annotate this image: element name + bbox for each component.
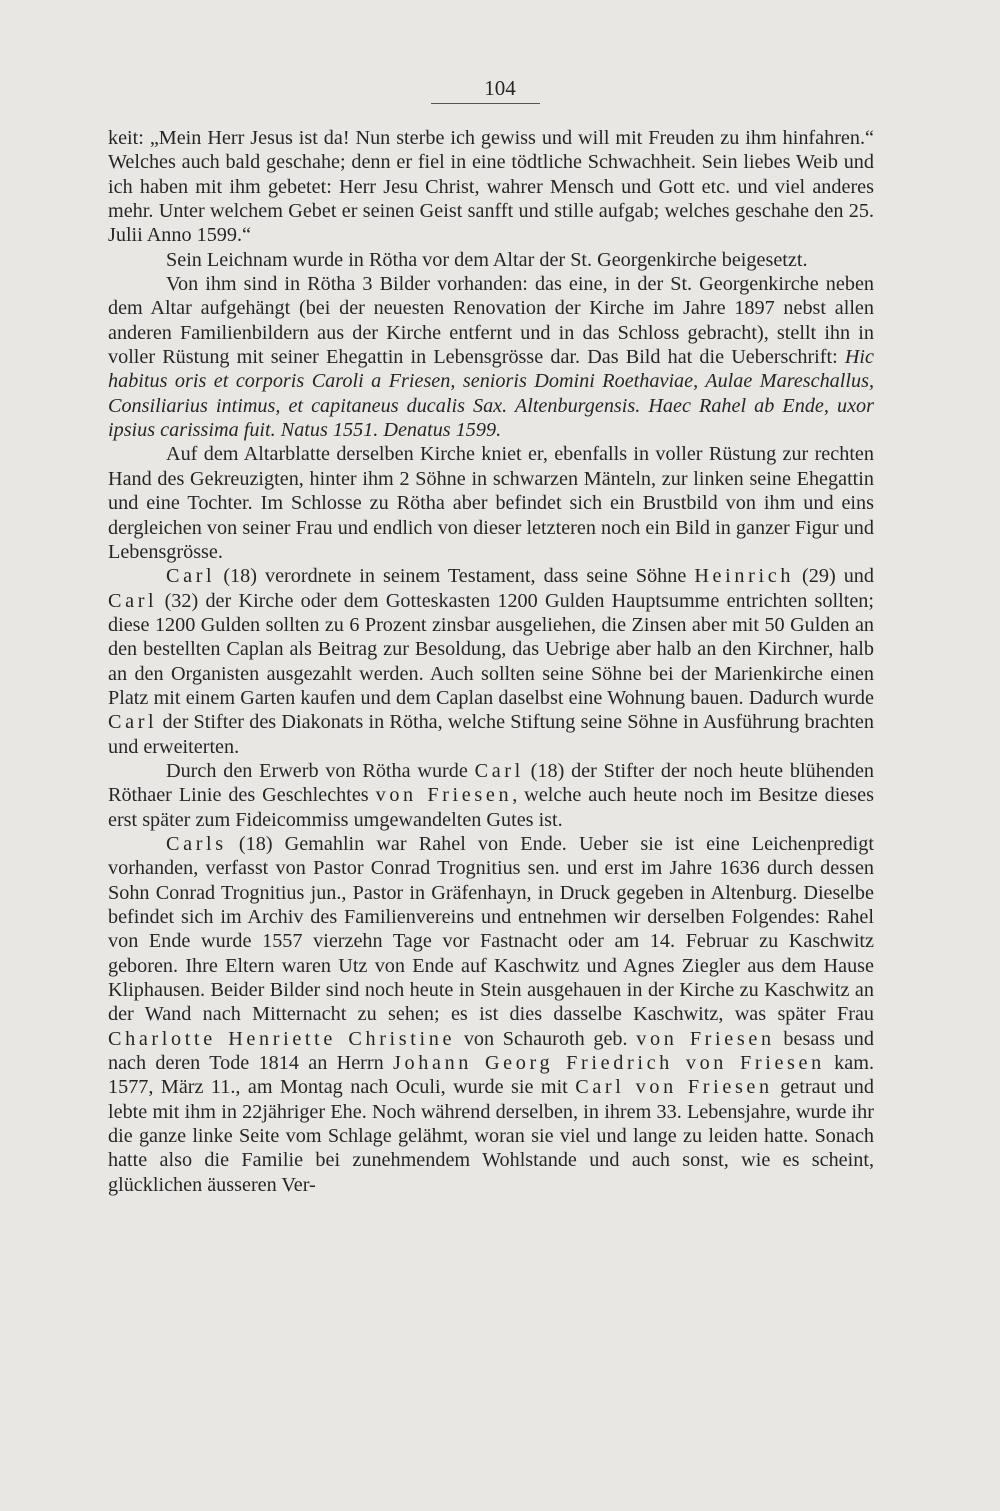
text-run: (18) verordnete in seinem Testament, dass seine Söhne xyxy=(215,565,695,588)
text-run: (18) der Stifter der noch heute blühenden Röthaer Linie des Geschlechtes xyxy=(108,759,874,807)
text-run: Auf dem Altarblatte derselben Kirche kniet er, ebenfalls in voller Rüstung zur rechten Hand des Gekreuzigten, hinter ihm 2 Söhne in schwarzen Mänteln, zur linken seine Ehegattin und eine Tochter. Im Schlosse zu Rötha aber befindet sich ein Brustbild von ihm und eins dergleichen von seiner Frau und endlich von dieser letzteren noch ein Bild in ganzer Figur und Lebensgrösse. xyxy=(108,443,874,563)
header-rule xyxy=(431,103,540,104)
spaced-name: Johann Georg Friedrich von Friesen xyxy=(393,1052,825,1075)
text-run: Durch den Erwerb von Rötha wurde xyxy=(166,759,475,782)
paragraph xyxy=(108,832,874,1197)
page-number: 104 xyxy=(484,76,516,100)
spaced-name: Carl xyxy=(108,589,158,612)
text-run: , welche auch heute noch im Besitze dieses erst später zum Fideicommiss umgewandelten Gutes ist. xyxy=(108,784,874,831)
paragraph xyxy=(108,564,874,759)
text-run: Sein Leichnam wurde in Rötha vor dem Altar der St. Georgenkirche beigesetzt. xyxy=(166,248,808,271)
paragraph xyxy=(108,759,874,832)
spaced-name: Charlotte Henriette Christine xyxy=(108,1027,456,1050)
spaced-name: Carl von Friesen xyxy=(575,1076,773,1099)
spaced-name: Carl xyxy=(474,759,524,782)
text-run: der Stifter des Diakonats in Rötha, welche Stiftung seine Söhne in Ausführung brachten und erweiterten. xyxy=(108,711,874,758)
paragraph xyxy=(108,442,874,564)
spaced-name: Carls xyxy=(166,832,227,855)
body-text xyxy=(108,126,874,1197)
paragraph xyxy=(108,248,874,272)
spaced-name: Carl xyxy=(108,711,158,734)
text-run: kam. 1577, März 11., am Montag nach Oculi, wurde sie mit xyxy=(108,1052,874,1099)
text-run: von Schauroth geb. xyxy=(455,1027,637,1050)
text-run: (18) Gemahlin war Rahel von Ende. Ueber sie ist eine Leichenpredigt vorhanden, verfasst von Pastor Conrad Trognitius sen. und erst im Jahre 1636 durch dessen Sohn Conrad Trognitius jun., Pastor in Gräfenhayn, in Druck gegeben in Altenburg. Dieselbe befindet sich im Archiv des Familienvereins und entnehmen wir derselben Folgendes: Rahel von Ende wurde 1557 vierzehn Tage vor Fastnacht oder am 14. Februar zu Kaschwitz geboren. Ihre Eltern waren Utz von Ende auf Kaschwitz und Agnes Ziegler aus dem Hause Kliphausen. Beider Bilder sind noch heute in Stein ausgehauen in der Kirche zu Kaschwitz an der Wand nach Mitternacht zu sehen; es ist dies dasselbe Kaschwitz, was später Frau xyxy=(108,832,874,1026)
latin-inscription: Hic habitus oris et corporis Caroli a Friesen, senioris Domini Roethaviae, Aulae Mareschallus, Consiliarius intimus, et capitaneus ducalis Sax. Altenburgensis. Haec Rahel ab Ende, uxor ipsius carissima fuit. Natus 1551. Denatus 1599. xyxy=(108,346,874,442)
spaced-name: von Friesen xyxy=(636,1027,775,1050)
text-run: besass und nach deren Tode 1814 an Herrn xyxy=(108,1027,874,1075)
text-run: Von ihm sind in Rötha 3 Bilder vorhanden: das eine, in der St. Georgenkirche neben dem Altar aufgehängt (bei der neuesten Renovation der Kirche im Jahre 1897 nebst allen anderen Familienbildern aus der Kirche entfernt und in das Schloss gebracht), stellt ihn in voller Rüstung mit seiner Ehegattin in Lebensgrösse dar. Das Bild hat die Ueberschrift: xyxy=(108,273,874,369)
paragraph xyxy=(108,272,874,442)
paragraph xyxy=(108,126,874,248)
text-run: (29) und xyxy=(794,565,874,588)
spaced-name: Carl xyxy=(166,565,216,588)
spaced-name: von Friesen xyxy=(375,784,513,807)
text-run: (32) der Kirche oder dem Gotteskasten 1200 Gulden Hauptsumme entrichten sollten; diese 1200 Gulden sollten zu 6 Prozent zinsbar ausgeliehen, die Zinsen aber mit 50 Gulden an den bestellten Caplan als Beitrag zur Besoldung, das Uebrige aber halb an den Kirchner, halb an den Organisten ausgezahlt werden. Auch sollten seine Söhne bei der Marienkirche einen Platz mit einem Garten kaufen und dem Caplan daselbst eine Wohnung bauen. Dadurch wurde xyxy=(108,589,874,709)
text-run: keit: „Mein Herr Jesus ist da! Nun sterbe ich gewiss und will mit Freuden zu ihm hinfahren.“ Welches auch bald geschahe; denn er fiel in eine tödtliche Schwachheit. Sein liebes Weib und ich haben mit ihm gebetet: Herr Jesu Christ, wahrer Mensch und Gott etc. und viel anderes mehr. Unter welchem Gebet er seinen Geist sanfft und stille aufgab; welches geschahe den 25. Julii Anno 1599.“ xyxy=(108,127,874,247)
spaced-name: Heinrich xyxy=(694,565,795,588)
text-run: getraut und lebte mit ihm in 22jähriger Ehe. Noch während derselben, in ihrem 33. Lebensjahre, wurde ihr die ganze linke Seite vom Schlage gelähmt, woran sie viel und lange zu leiden hatte. Sonach hatte also die Familie bei zunehmendem Wohlstande und auch sonst, wie es scheint, glücklichen äusseren Ver- xyxy=(108,1076,874,1196)
